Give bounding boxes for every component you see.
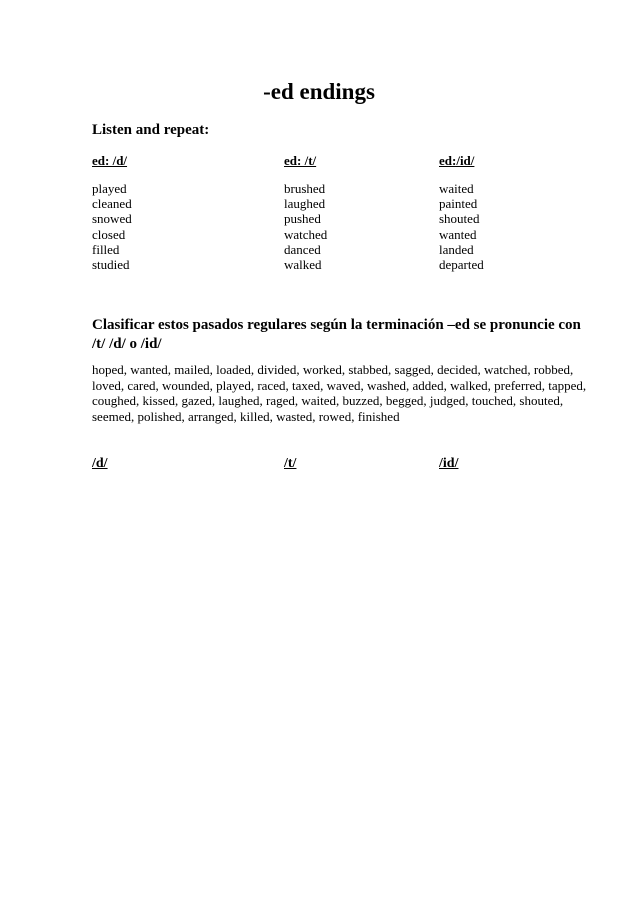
list-item: played xyxy=(92,181,127,196)
answer-header-id: /id/ xyxy=(439,456,459,471)
column-header-d: ed: /d/ xyxy=(92,153,128,168)
list-item: shouted xyxy=(439,211,480,227)
word-list-t xyxy=(284,181,327,272)
list-item: waited xyxy=(439,181,474,196)
column-header-id: ed:/id/ xyxy=(439,153,475,168)
list-item: brushed xyxy=(284,181,326,196)
list-item: closed xyxy=(92,226,126,242)
listen-repeat-heading: Listen and repeat: xyxy=(92,122,210,138)
word-list-id xyxy=(439,181,484,272)
page-title: -ed endings xyxy=(263,79,375,104)
list-item: departed xyxy=(439,257,484,273)
list-item: studied xyxy=(92,257,130,273)
list-item: watched xyxy=(284,226,328,242)
exercise-word-paragraph: hoped, wanted, mailed, loaded, divided, worked, stabbed, sagged, decided, watched, robbed, loved, cared, wounded, played, raced, taxed, waved, washed, added, walked, preferred, tapped, coughed, kissed, gazed, laughed, raged, waited, buzzed, begged, judged, touched, shouted, seemed, polished, arranged, killed, wasted, rowed, finished xyxy=(92,362,587,424)
answer-header-t: /t/ xyxy=(284,456,297,471)
exercise-instruction: Clasificar estos pasados regulares según la terminación –ed se pronuncie con /t/ /d/ o /id/ xyxy=(92,317,581,352)
list-item: snowed xyxy=(92,211,132,227)
answer-header-d: /d/ xyxy=(92,456,108,471)
list-item: danced xyxy=(284,241,321,257)
list-item: wanted xyxy=(439,226,477,242)
list-item: filled xyxy=(92,241,120,257)
list-item: painted xyxy=(439,196,478,212)
list-item: pushed xyxy=(284,211,321,227)
word-list-d xyxy=(92,181,132,272)
list-item: walked xyxy=(284,257,322,273)
list-item: cleaned xyxy=(92,196,132,212)
column-header-t: ed: /t/ xyxy=(284,153,317,168)
list-item: laughed xyxy=(284,196,326,212)
list-item: landed xyxy=(439,241,474,257)
